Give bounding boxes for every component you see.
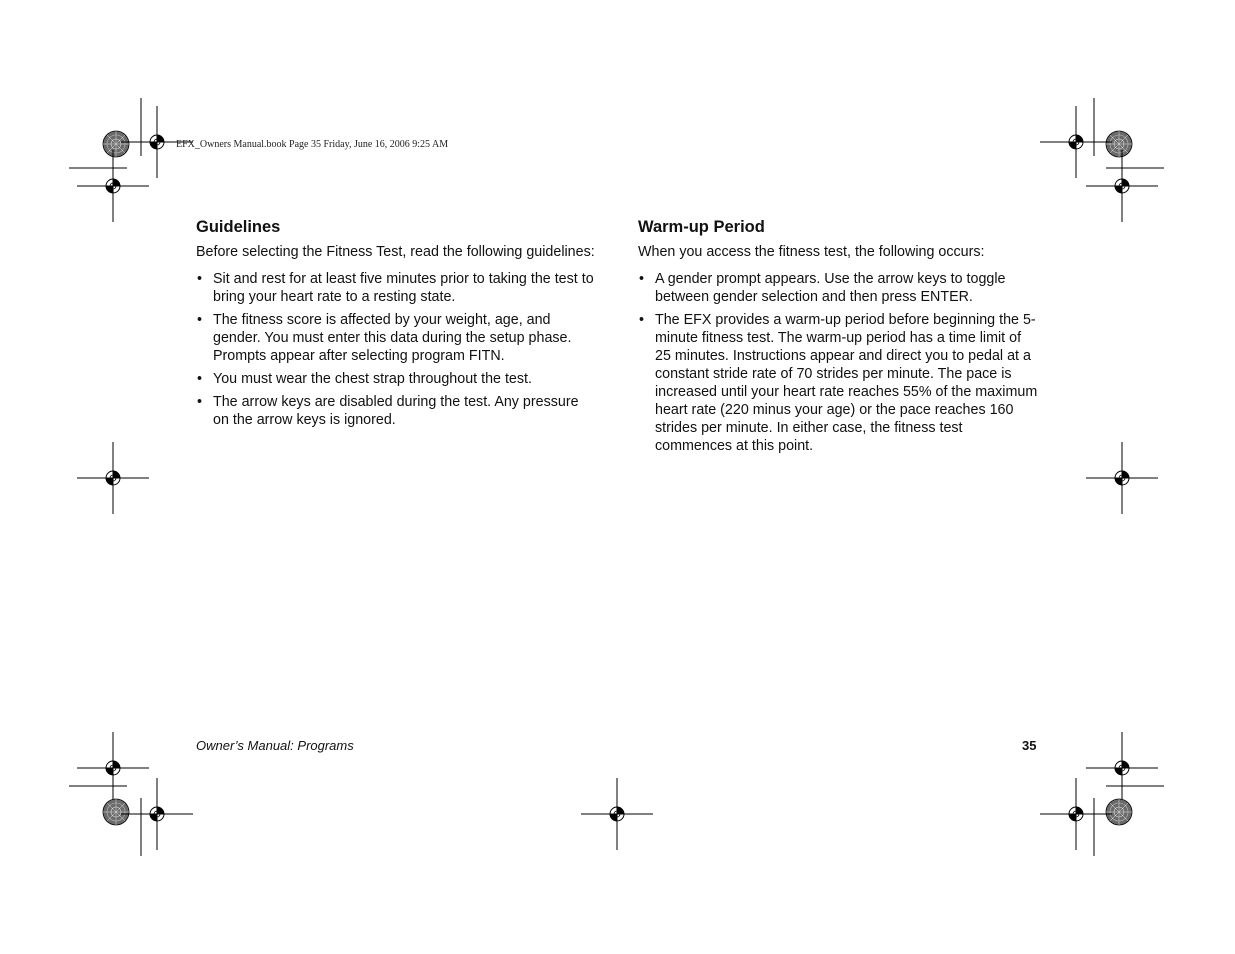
registration-mark-icon xyxy=(77,732,149,804)
bullet-list xyxy=(196,270,598,429)
list-item: • The arrow keys are disabled during the test. Any pressure on the arrow keys is ignored. xyxy=(197,394,579,428)
star-target-icon xyxy=(103,131,129,157)
bullet-icon: • xyxy=(197,312,203,328)
section-intro: Before selecting the Fitness Test, read the following guidelines: xyxy=(196,244,595,260)
bullet-icon: • xyxy=(197,271,203,287)
registration-mark-icon xyxy=(581,778,653,850)
registration-mark-icon xyxy=(1040,778,1112,850)
list-item: • The EFX provides a warm-up period before beginning the 5-minute fitness test. The warm-up period has a time limit of 25 minutes. Instructions appear and direct you to pedal at a constant stride rate of 70 strides per minute. The pace is increased until your heart rate reaches 55% of the maximum heart rate (220 minus your age) or the pace reaches 160 strides per minute. In either case, the fitness test commences at this point. xyxy=(639,312,1038,454)
bullet-list xyxy=(638,270,1040,455)
bullet-icon: • xyxy=(197,394,203,410)
section-heading: Warm-up Period xyxy=(638,218,765,236)
registration-mark-icon xyxy=(1086,732,1158,804)
footer-section-title: Owner’s Manual: Programs xyxy=(196,738,354,753)
registration-mark-icon xyxy=(1086,442,1158,514)
star-target-icon xyxy=(103,799,129,825)
bullet-icon: • xyxy=(197,371,203,387)
star-target-icon xyxy=(1106,799,1132,825)
registration-mark-icon xyxy=(77,150,149,222)
guidelines-section xyxy=(196,218,598,434)
print-slug: EFX_Owners Manual.book Page 35 Friday, June 16, 2006 9:25 AM xyxy=(176,139,449,150)
section-heading: Guidelines xyxy=(196,218,281,236)
bullet-icon: • xyxy=(639,271,645,287)
section-intro: When you access the fitness test, the following occurs: xyxy=(638,244,985,260)
list-item: • Sit and rest for at least five minutes prior to taking the test to bring your heart rate to a resting state. xyxy=(197,271,594,305)
registration-mark-icon xyxy=(1040,106,1112,178)
bullet-icon: • xyxy=(639,312,645,328)
list-item: • A gender prompt appears. Use the arrow keys to toggle between gender selection and then press ENTER. xyxy=(639,271,1006,305)
page-number: 35 xyxy=(1022,738,1037,753)
star-target-icon xyxy=(1106,131,1132,157)
registration-mark-icon xyxy=(77,442,149,514)
list-item: • The fitness score is affected by your weight, age, and gender. You must enter this data during the setup phase. Prompts appear after selecting program FITN. xyxy=(197,312,572,364)
warm-up-section xyxy=(638,218,1040,460)
registration-mark-icon xyxy=(1086,150,1158,222)
list-item: • You must wear the chest strap throughout the test. xyxy=(197,371,532,387)
registration-mark-icon xyxy=(121,778,193,850)
